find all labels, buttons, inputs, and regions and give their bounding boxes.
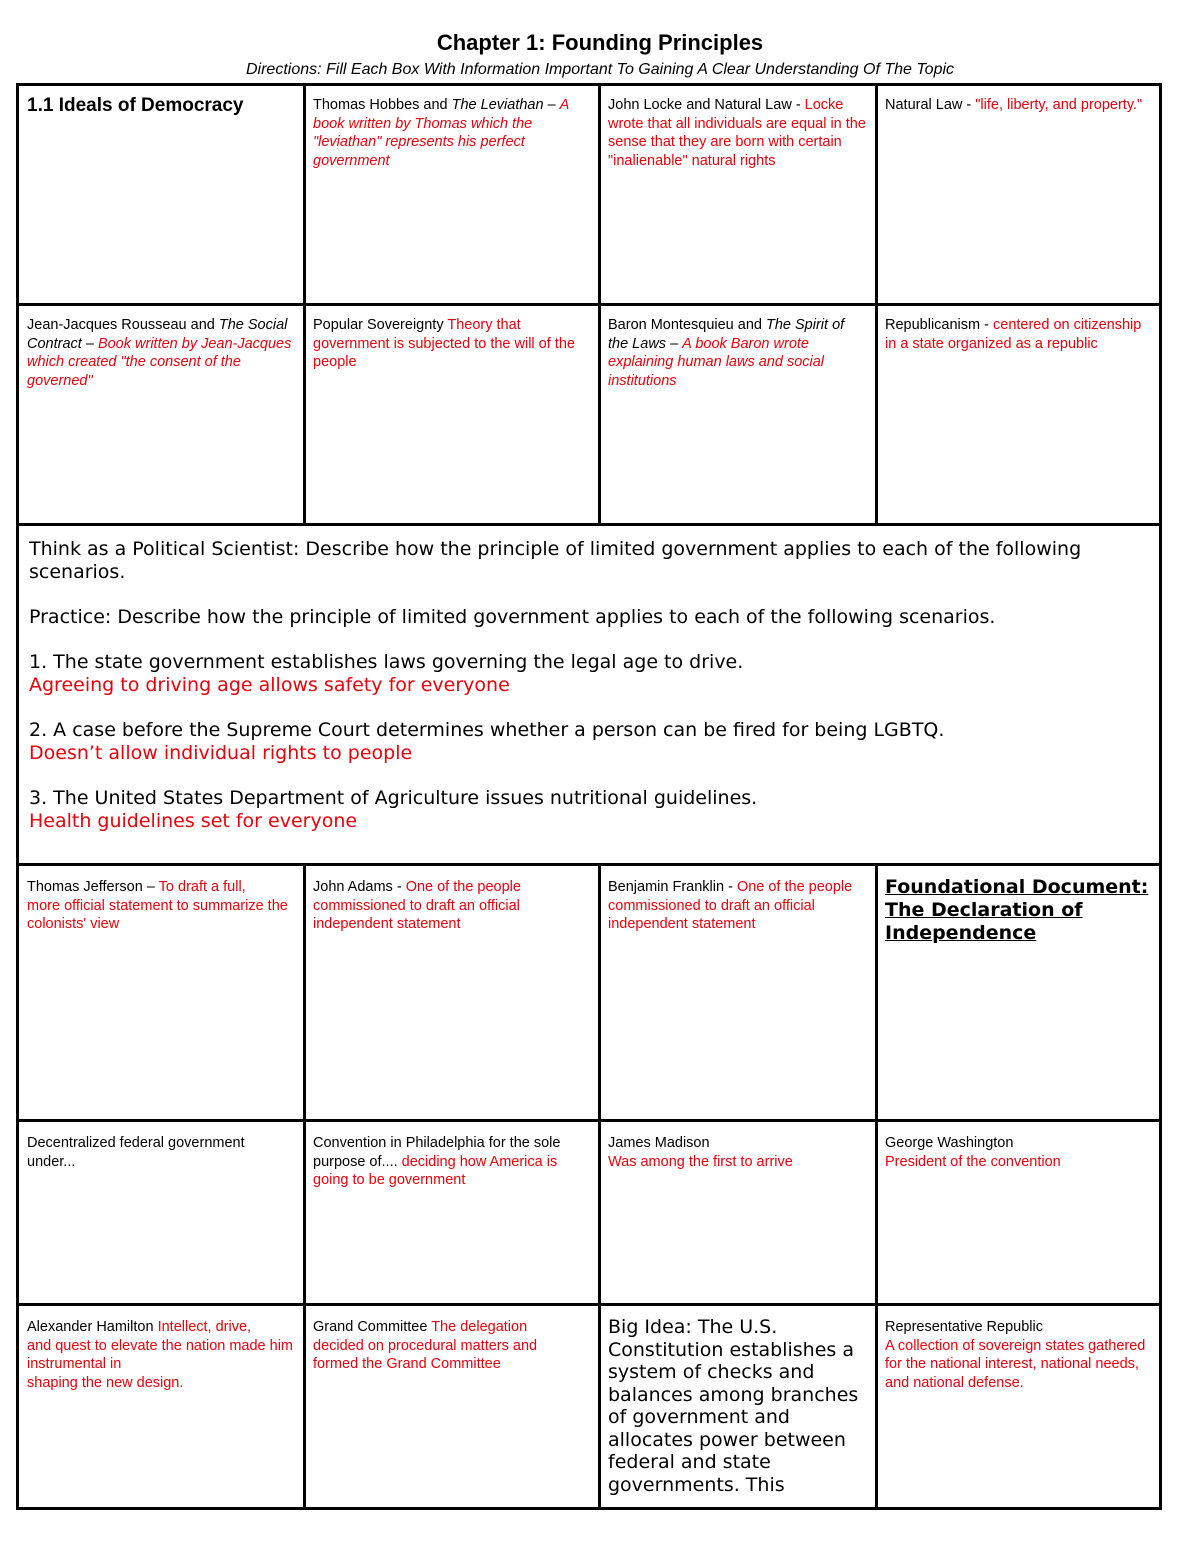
cell-hobbes bbox=[313, 96, 588, 170]
cell-foundational-document bbox=[885, 876, 1150, 945]
page-title: Chapter 1: Founding Principles bbox=[436, 30, 764, 55]
cell-hamilton bbox=[27, 1318, 299, 1392]
decentralized-label: Decentralized federal government under... bbox=[27, 1135, 245, 1170]
scenarios-intro: Think as a Political Scientist: Describe how the principle of limited government applies to each of the following scenarios. bbox=[29, 538, 1082, 583]
cell-jefferson bbox=[27, 878, 297, 934]
cell-republicanism bbox=[885, 316, 1150, 353]
column-divider bbox=[598, 863, 601, 1507]
hamilton-answer-3: shaping the new design. bbox=[27, 1374, 184, 1391]
row-divider bbox=[19, 303, 1159, 306]
column-divider bbox=[303, 863, 306, 1507]
montesquieu-title: The Spirit of the Laws bbox=[608, 317, 845, 352]
rep-republic-answer: A collection of sovereign states gathered for the national interest, national needs, and national defense. bbox=[885, 1337, 1146, 1391]
rousseau-title: The Social Contract bbox=[27, 317, 288, 352]
row-divider bbox=[19, 1119, 1159, 1122]
cell-washington bbox=[885, 1134, 1150, 1171]
montesquieu-label: Baron Montesquieu and bbox=[608, 317, 766, 333]
scenario-item bbox=[29, 787, 1144, 833]
cell-popular-sovereignty bbox=[313, 316, 583, 372]
big-idea-text: Big Idea: The U.S. Constitution establishes a system of checks and balances among branches of government and allocates power between federal and state governments. This bbox=[608, 1316, 859, 1496]
convention-answer: deciding how America is going to be government bbox=[313, 1153, 558, 1188]
cell-locke bbox=[608, 96, 868, 170]
republicanism-answer: centered on citizenship in a state organized as a republic bbox=[885, 317, 1142, 352]
cell-montesquieu bbox=[608, 316, 863, 390]
row-divider bbox=[19, 863, 1159, 866]
cell-representative-republic bbox=[885, 1318, 1153, 1392]
cell-decentralized bbox=[27, 1134, 287, 1171]
popular-sovereignty-answer: Theory that government is subjected to the will of the people bbox=[313, 317, 575, 370]
washington-answer: President of the convention bbox=[885, 1153, 1061, 1170]
hamilton-answer-2: and quest to elevate the nation made him instrumental in bbox=[27, 1337, 294, 1372]
cell-madison bbox=[608, 1134, 868, 1171]
natural-law-answer: "life, liberty, and property." bbox=[975, 97, 1143, 113]
republicanism-label: Republicanism - bbox=[885, 317, 993, 333]
cell-convention bbox=[313, 1134, 588, 1190]
hamilton-answer-1: Intellect, drive, bbox=[157, 1319, 252, 1335]
scenario-answer: Agreeing to driving age allows safety for everyone bbox=[29, 674, 510, 696]
scenarios-box bbox=[19, 526, 1159, 863]
hobbes-title: The Leviathan bbox=[451, 97, 544, 113]
column-divider bbox=[875, 863, 878, 1507]
washington-label: George Washington bbox=[885, 1135, 1014, 1151]
cell-ideals-heading bbox=[27, 97, 297, 117]
scenario-answer: Doesn’t allow individual rights to people bbox=[29, 742, 413, 764]
rousseau-answer: Book written by Jean-Jacques which created "the consent of the governed" bbox=[27, 335, 292, 389]
madison-label: James Madison bbox=[608, 1135, 710, 1151]
cell-grand-committee bbox=[313, 1318, 575, 1374]
column-divider bbox=[875, 86, 878, 526]
foundational-title: The Declaration of Independence bbox=[885, 899, 1083, 944]
franklin-label: Benjamin Franklin - bbox=[608, 879, 737, 895]
natural-law-label: Natural Law - bbox=[885, 97, 976, 113]
jefferson-answer-1: To draft a full, bbox=[158, 879, 246, 895]
jefferson-answer-2: more official statement to summarize the bbox=[27, 897, 288, 914]
cell-franklin bbox=[608, 878, 863, 934]
row-divider bbox=[19, 1303, 1159, 1306]
foundational-label: Foundational Document: bbox=[885, 876, 1149, 898]
rep-republic-label: Representative Republic bbox=[885, 1319, 1043, 1335]
locke-answer: Locke wrote that all individuals are equal in the sense that they are born with certain "inalienable" natural rights bbox=[608, 97, 866, 169]
scenario-item bbox=[29, 651, 1144, 697]
column-divider bbox=[598, 86, 601, 526]
scenarios-practice: Practice: Describe how the principle of limited government applies to each of the following scenarios. bbox=[29, 606, 996, 628]
hobbes-dash: – bbox=[543, 97, 560, 113]
scenario-answer: Health guidelines set for everyone bbox=[29, 810, 358, 832]
rousseau-label: Jean-Jacques Rousseau and bbox=[27, 317, 219, 333]
cell-adams bbox=[313, 878, 568, 934]
scenario-item bbox=[29, 719, 1144, 765]
directions: Directions: Fill Each Box With Information Important To Gaining A Clear Understanding Of The Topic bbox=[245, 61, 955, 78]
scenario-question: 1. The state government establishes laws governing the legal age to drive. bbox=[29, 651, 744, 673]
cell-rousseau bbox=[27, 316, 295, 390]
hobbes-label: Thomas Hobbes and bbox=[313, 97, 452, 113]
grand-committee-answer: The delegation decided on procedural matters and formed the Grand Committee bbox=[313, 1319, 538, 1372]
montesquieu-dash: – bbox=[666, 335, 683, 352]
jefferson-label: Thomas Jefferson – bbox=[27, 879, 159, 895]
rousseau-dash: – bbox=[81, 335, 98, 352]
franklin-answer: One of the people commissioned to draft an official independent statement bbox=[608, 879, 853, 932]
hamilton-label: Alexander Hamilton bbox=[27, 1319, 158, 1335]
cell-natural-law bbox=[885, 96, 1150, 115]
jefferson-answer-3: colonists' view bbox=[27, 916, 120, 932]
adams-label: John Adams - bbox=[313, 879, 406, 895]
adams-answer: One of the people commissioned to draft an official independent statement bbox=[313, 879, 521, 932]
grand-committee-label: Grand Committee bbox=[313, 1319, 432, 1335]
column-divider bbox=[303, 86, 306, 526]
convention-label: Convention in Philadelphia for the sole purpose of.... bbox=[313, 1135, 561, 1170]
cell-big-idea bbox=[608, 1316, 870, 1496]
scenario-question: 2. A case before the Supreme Court determines whether a person can be fired for being LGBTQ. bbox=[29, 719, 945, 741]
madison-answer: Was among the first to arrive bbox=[608, 1153, 793, 1170]
montesquieu-answer: A book Baron wrote explaining human laws and social institutions bbox=[608, 335, 825, 389]
section-heading: 1.1 Ideals of Democracy bbox=[27, 95, 244, 116]
popular-sovereignty-label: Popular Sovereignty bbox=[313, 317, 448, 333]
scenario-question: 3. The United States Department of Agriculture issues nutritional guidelines. bbox=[29, 787, 758, 809]
hobbes-answer: A book written by Thomas which the "leviathan" represents his perfect government bbox=[313, 97, 569, 169]
locke-label: John Locke and Natural Law - bbox=[608, 97, 805, 113]
worksheet-grid bbox=[16, 83, 1162, 1510]
